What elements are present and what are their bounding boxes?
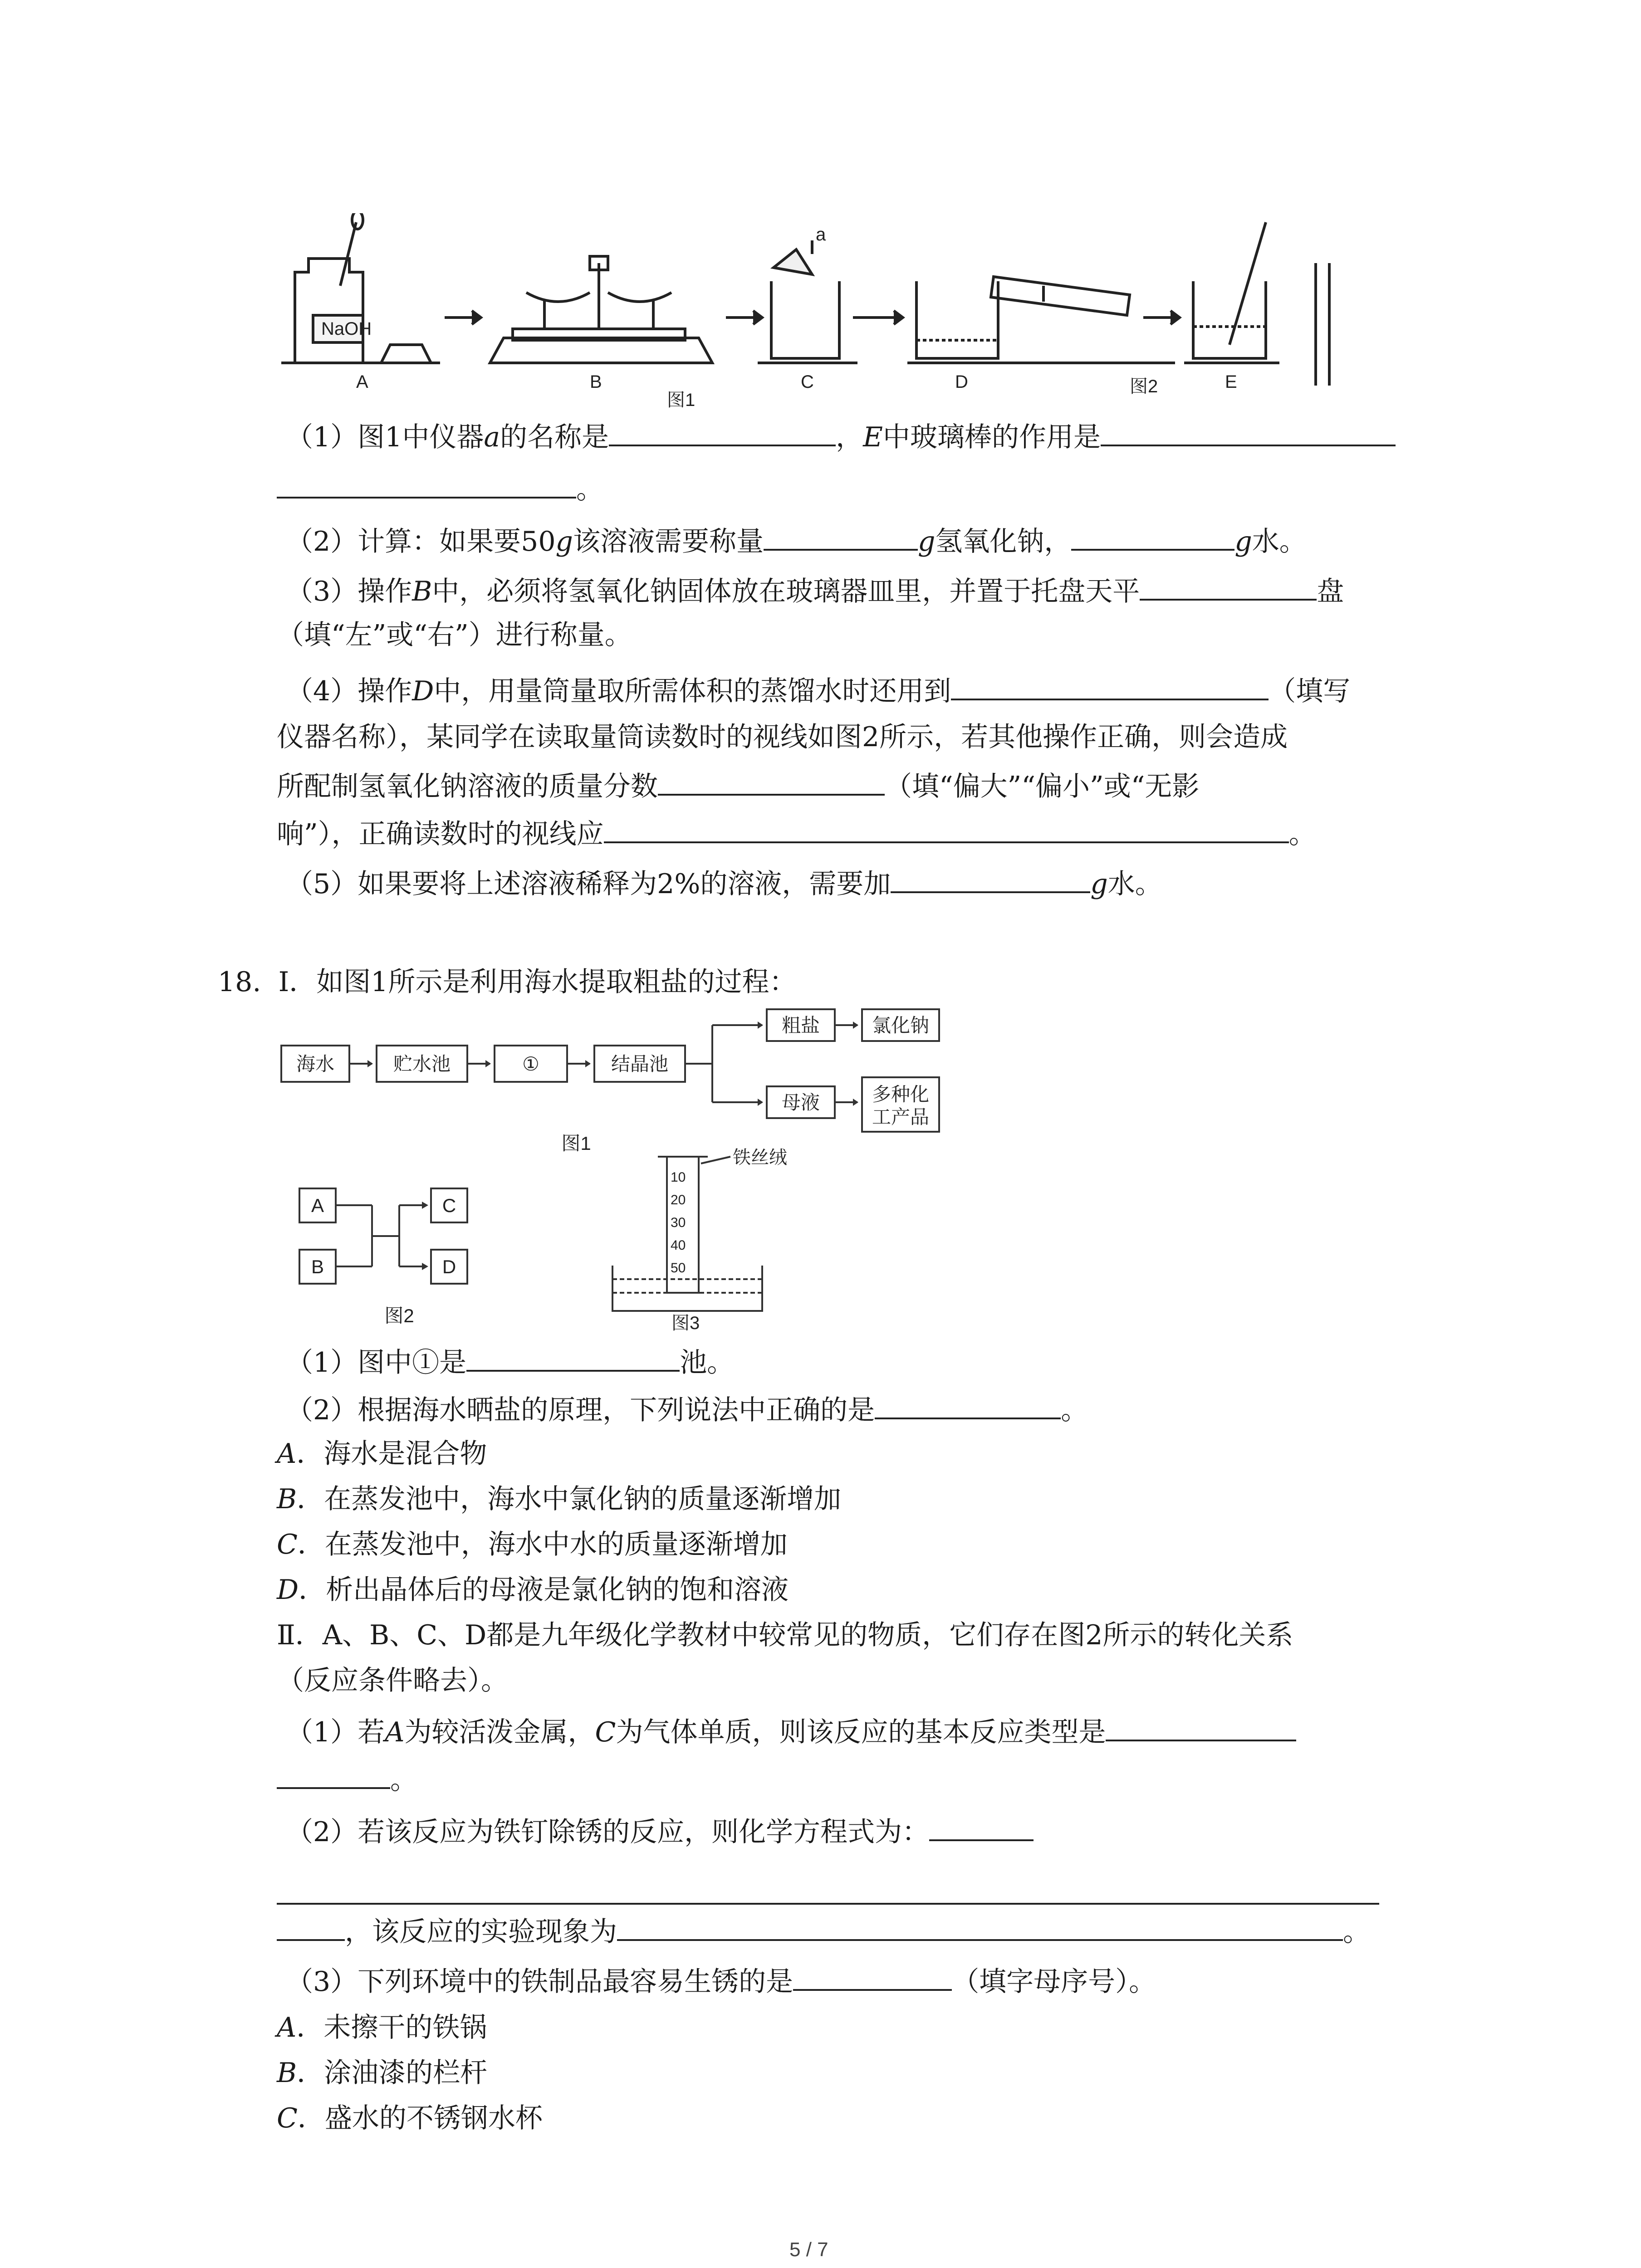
flow-box-mother-liquor: 母液 [781, 1092, 820, 1113]
relation-box-B: B [311, 1256, 324, 1277]
answer-blank[interactable] [466, 1343, 680, 1372]
page-number: 5 / 7 [789, 2239, 828, 2261]
q18-2-option-A: A．未擦干的铁锅 [277, 2012, 487, 2043]
q18-2-2-line3: ，该反应的实验现象为 。 [277, 1912, 1370, 1950]
q17-part4-line3: 所配制氢氧化钠溶液的质量分数 （填“偏大”“偏小”或“无影 [277, 767, 1199, 805]
q18-intro: 18. Ⅰ．如图1所示是利用海水提取粗盐的过程： [218, 966, 797, 998]
q17-part5: （5）如果要将上述溶液稀释为2%的溶液，需要加 g水。 [286, 864, 1162, 902]
answer-blank[interactable] [1106, 1712, 1296, 1741]
q18-2-option-C: C．盛水的不锈钢水杯 [277, 2102, 543, 2134]
answer-blank[interactable] [617, 1912, 1343, 1941]
q18-2-1-line2: 。 [277, 1760, 417, 1798]
relation-box-D: D [442, 1256, 456, 1277]
q17-part3-line2: （填“左”或“右”）进行称量。 [277, 619, 632, 651]
naoh-label: NaOH [321, 319, 372, 339]
q18-1-2: （2）根据海水晒盐的原理，下列说法中正确的是 。 [286, 1390, 1088, 1428]
tick-50: 50 [671, 1261, 686, 1276]
answer-blank[interactable] [1101, 417, 1396, 446]
answer-blank[interactable] [658, 767, 885, 796]
relation-box-C: C [442, 1195, 456, 1216]
answer-blank[interactable] [604, 814, 1289, 843]
answer-blank[interactable] [951, 671, 1269, 700]
answer-blank[interactable] [1071, 522, 1234, 551]
q17-part4-line1: （4）操作D中，用量筒量取所需体积的蒸馏水时还用到 （填写 [286, 671, 1350, 709]
answer-blank[interactable] [277, 469, 576, 499]
q17-part3-line1: （3）操作B中，必须将氢氧化钠固体放在玻璃器皿里，并置于托盘天平 盘 [286, 572, 1344, 610]
answer-blank[interactable] [1140, 572, 1317, 601]
q17-part4-line4: 响”），正确读数时的视线应 。 [277, 814, 1316, 852]
flow-caption: 图1 [561, 1133, 591, 1154]
q17-part4-line2: 仪器名称），某同学在读取量筒读数时的视线如图2所示，若其他操作正确，则会造成 [277, 721, 1288, 753]
answer-blank[interactable] [277, 1912, 345, 1941]
fig3-caption: 图3 [671, 1313, 700, 1333]
fig-letter-B: B [590, 372, 602, 392]
answer-blank[interactable] [929, 1812, 1034, 1841]
fig-letter-D: D [955, 372, 968, 392]
answer-blank[interactable] [793, 1962, 952, 1991]
fig2-caption: 图2 [384, 1305, 414, 1326]
fig1-caption: 图1 [667, 390, 696, 410]
flow-box-chemical-products-2: 工产品 [872, 1106, 930, 1128]
fig-letter-A: A [356, 372, 368, 392]
q18-option-D: D．析出晶体后的母液是氯化钠的饱和溶液 [277, 1574, 789, 1606]
q18-2-2-line1: （2）若该反应为铁钉除锈的反应，则化学方程式为： [286, 1812, 1034, 1850]
flow-box-crude-salt: 粗盐 [781, 1015, 820, 1036]
q18-option-A: A．海水是混合物 [277, 1438, 487, 1470]
q18-2-3: （3）下列环境中的铁制品最容易生锈的是 （填字母序号）。 [286, 1962, 1156, 2000]
fig-experiment-steps [272, 213, 1361, 413]
fig-salt-flow [277, 1005, 957, 1154]
answer-blank[interactable] [875, 1390, 1061, 1419]
fig-abcd-relation [290, 1179, 563, 1334]
tick-20: 20 [671, 1193, 686, 1207]
flow-box-crystallization-pond: 结晶池 [611, 1053, 669, 1075]
fig2-caption: 图2 [1130, 376, 1158, 396]
q18-2-option-B: B．涂油漆的栏杆 [277, 2057, 488, 2089]
tick-40: 40 [671, 1238, 686, 1253]
q18-part2-line1: Ⅱ．A、B、C、D都是九年级化学教材中较常见的物质，它们存在图2所示的转化关系 [277, 1619, 1293, 1651]
flow-box-seawater: 海水 [296, 1053, 335, 1075]
answer-blank[interactable] [764, 522, 918, 551]
instrument-a-label: a [816, 225, 826, 244]
relation-box-A: A [311, 1195, 324, 1216]
answer-blank[interactable] [891, 864, 1090, 893]
fig-letter-C: C [801, 372, 814, 392]
q18-part2-line2: （反应条件略去）。 [277, 1665, 508, 1696]
flow-box-unknown: ① [522, 1053, 539, 1075]
flow-box-chemical-products-1: 多种化 [872, 1084, 930, 1105]
q18-option-C: C．在蒸发池中，海水中水的质量逐渐增加 [277, 1529, 788, 1560]
q18-2-1-line1: （1）若A为较活泼金属，C为气体单质，则该反应的基本反应类型是 [286, 1712, 1296, 1750]
q17-part1-line2: 。 [277, 469, 603, 508]
q18-option-B: B．在蒸发池中，海水中氯化钠的质量逐渐增加 [277, 1483, 842, 1515]
flow-box-sodium-chloride: 氯化钠 [872, 1015, 930, 1036]
answer-blank-equation-line[interactable] [277, 1903, 1379, 1905]
answer-blank[interactable] [609, 417, 836, 446]
flow-box-storage-pond: 贮水池 [393, 1053, 451, 1075]
q17-part2: （2）计算：如果要50g该溶液需要称量 g氢氧化钠， g水。 [286, 522, 1307, 560]
tick-30: 30 [671, 1215, 686, 1230]
answer-blank[interactable] [277, 1760, 390, 1789]
fig-letter-E: E [1225, 372, 1237, 392]
tick-10: 10 [671, 1170, 686, 1185]
question-number: 18. [218, 966, 261, 998]
fig-iron-wool-cylinder [603, 1143, 857, 1334]
q18-1-1: （1）图中①是 池。 [286, 1343, 734, 1381]
q17-part1-line1: （1）图1中仪器a的名称是 ，E中玻璃棒的作用是 [286, 417, 1396, 455]
iron-wool-label: 铁丝绒 [733, 1148, 787, 1168]
